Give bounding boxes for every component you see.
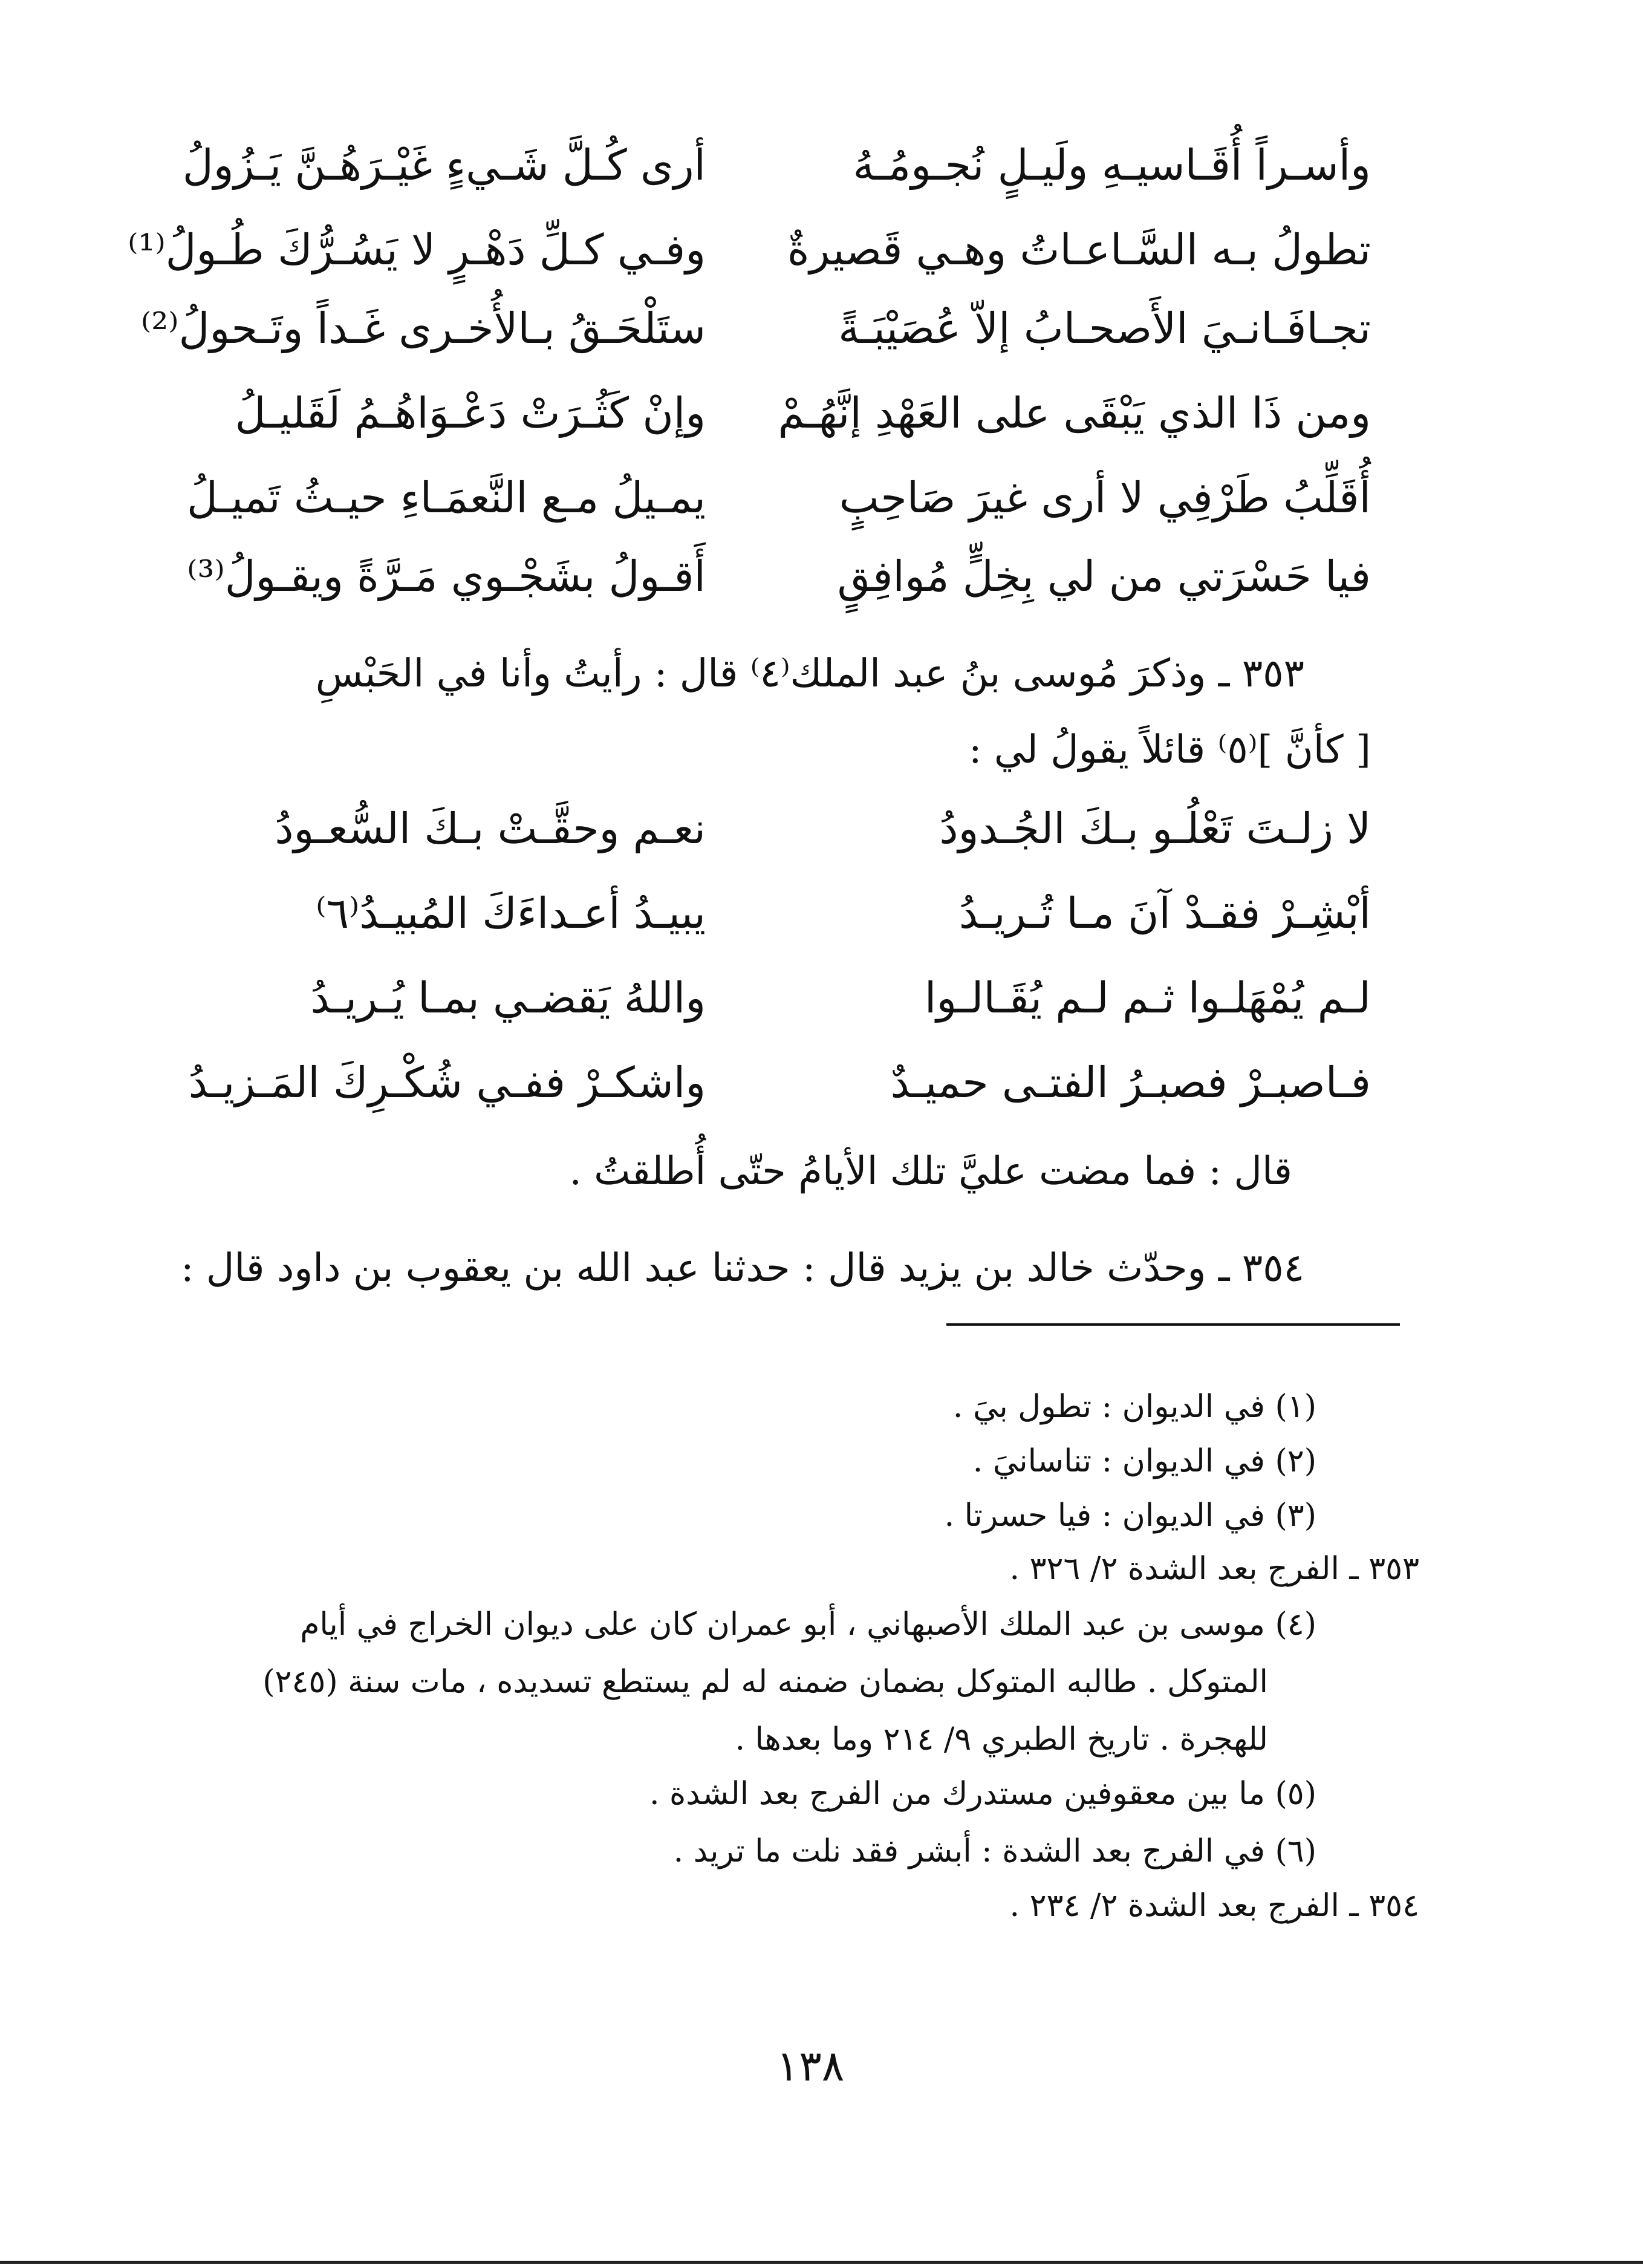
- verse-2-first-hemistich: تطولُ بـه السَّـاعـاتُ وهـي قَصيرةٌ: [787, 225, 1371, 275]
- footnote-3: (٣) في الديوان : فيا حسرتا .: [944, 1497, 1316, 1534]
- verse-8-second-hemistich: يبيـدُ أعـداءَكَ المُبيـدُ⁽٦⁾: [316, 888, 706, 938]
- page-number: ١٣٨: [776, 2041, 845, 2091]
- verse-4-second-hemistich: وإنْ كَثُـرَتْ دَعْـوَاهُـمُ لَقَليـلُ: [235, 388, 706, 438]
- paragraph-353-line-1: ٣٥٣ ـ وذكرَ مُوسى بنُ عبد الملك⁽٤⁾ قال : رأيتُ وأنا في الحَبْسِ: [315, 651, 1304, 696]
- paragraph-353-line-2: [ كأنَّ ]⁽٥⁾ قائلاً يقولُ لي :: [968, 728, 1371, 772]
- verse-3-first-hemistich: تجـافَـانـيَ الأَصحـابُ إلاّ عُصَيْبَـةً: [838, 304, 1371, 353]
- verse-5-second-hemistich: يمـيلُ مـع النَّعمَـاءِ حيـثُ تَميـلُ: [187, 473, 706, 523]
- verse-6-second-hemistich: أَقـولُ بشَجْـوي مَـرَّةً ويقـولُ⁽³⁾: [187, 552, 706, 601]
- footnote-1: (١) في الديوان : تطول بيَ .: [952, 1389, 1316, 1425]
- footnote-separator: [946, 1323, 1400, 1326]
- footnote-5: (٥) ما بين معقوفين مستدرك من الفرج بعد الشدة .: [649, 1776, 1316, 1812]
- footnote-4-line-2: المتوكل . طالبه المتوكل بضمان ضمنه له لم يستطع تسديده ، مات سنة (٢٤٥): [262, 1664, 1268, 1700]
- verse-7-second-hemistich: نعـم وحقَّـتْ بـكَ السُّعـودُ: [275, 804, 706, 853]
- bottom-border-line: [0, 2261, 1643, 2264]
- footnote-ref-353: ٣٥٣ ـ الفرج بعد الشدة ٢/ ٣٢٦ .: [1009, 1551, 1419, 1587]
- paragraph-354-line-1: ٣٥٤ ـ وحدّث خالد بن يزيد قال : حدثنا عبد الله بن يعقوب بن داود قال :: [181, 1246, 1304, 1291]
- verse-5-first-hemistich: أُقَلِّبُ طَرْفِي لا أرى غيرَ صَاحِبٍ: [839, 473, 1371, 523]
- footnote-4-line-3: للهجرة . تاريخ الطبري ٩/ ٢١٤ وما بعدها .: [735, 1721, 1268, 1758]
- verse-9-second-hemistich: واللهُ يَقضـي بمـا يُـريـدُ: [310, 973, 706, 1023]
- verse-6-first-hemistich: فيا حَسْرَتي من لي بِخِلٍّ مُوافِقٍ: [837, 552, 1371, 601]
- footnote-2: (٢) في الديوان : تناسانيَ .: [972, 1443, 1316, 1479]
- verse-3-second-hemistich: ستَلْحَـقُ بـالأُخـرى غَـداً وتَـحولُ⁽²⁾: [141, 304, 706, 353]
- verse-4-first-hemistich: ومن ذَا الذي يَبْقَى على العَهْدِ إنَّهُـمْ: [778, 388, 1371, 438]
- verse-2-second-hemistich: وفـي كـلِّ دَهْـرٍ لا يَسُـرُّكَ طُـولُ⁽¹⁾: [128, 225, 706, 275]
- footnote-6: (٦) في الفرج بعد الشدة : أبشر فقد نلت ما تريد .: [673, 1833, 1316, 1869]
- verse-9-first-hemistich: لـم يُمْهَلـوا ثـم لـم يُقَـالـوا: [924, 973, 1371, 1023]
- verse-1-first-hemistich: وأسـراً أُقَـاسيـهِ ولَيـلٍ نُجـومُـهُ: [853, 140, 1371, 190]
- verse-1-second-hemistich: أرى كُـلَّ شَـيءٍ غَيْـرَهُـنَّ يَـزُولُ: [182, 140, 706, 190]
- verse-10-first-hemistich: فـاصبـرْ فصبـرُ الفتـى حميـدٌ: [890, 1058, 1371, 1107]
- verse-8-first-hemistich: أبْشِـرْ فقـدْ آنَ مـا تُـريـدُ: [958, 888, 1371, 938]
- footnote-ref-354: ٣٥٤ ـ الفرج بعد الشدة ٢/ ٢٣٤ .: [1009, 1888, 1419, 1924]
- verse-10-second-hemistich: واشكـرْ ففـي شُكْـرِكَ المَـزيـدُ: [188, 1058, 706, 1107]
- verse-7-first-hemistich: لا زلـتَ تَعْلُـو بـكَ الجُـدودُ: [939, 804, 1371, 853]
- closing-sentence: قال : فما مضت عليَّ تلك الأيامُ حتّى أُطلقتُ .: [569, 1149, 1292, 1194]
- footnote-4-line-1: (٤) موسى بن عبد الملك الأصبهاني ، أبو عمران كان على ديوان الخراج في أيام: [300, 1606, 1316, 1643]
